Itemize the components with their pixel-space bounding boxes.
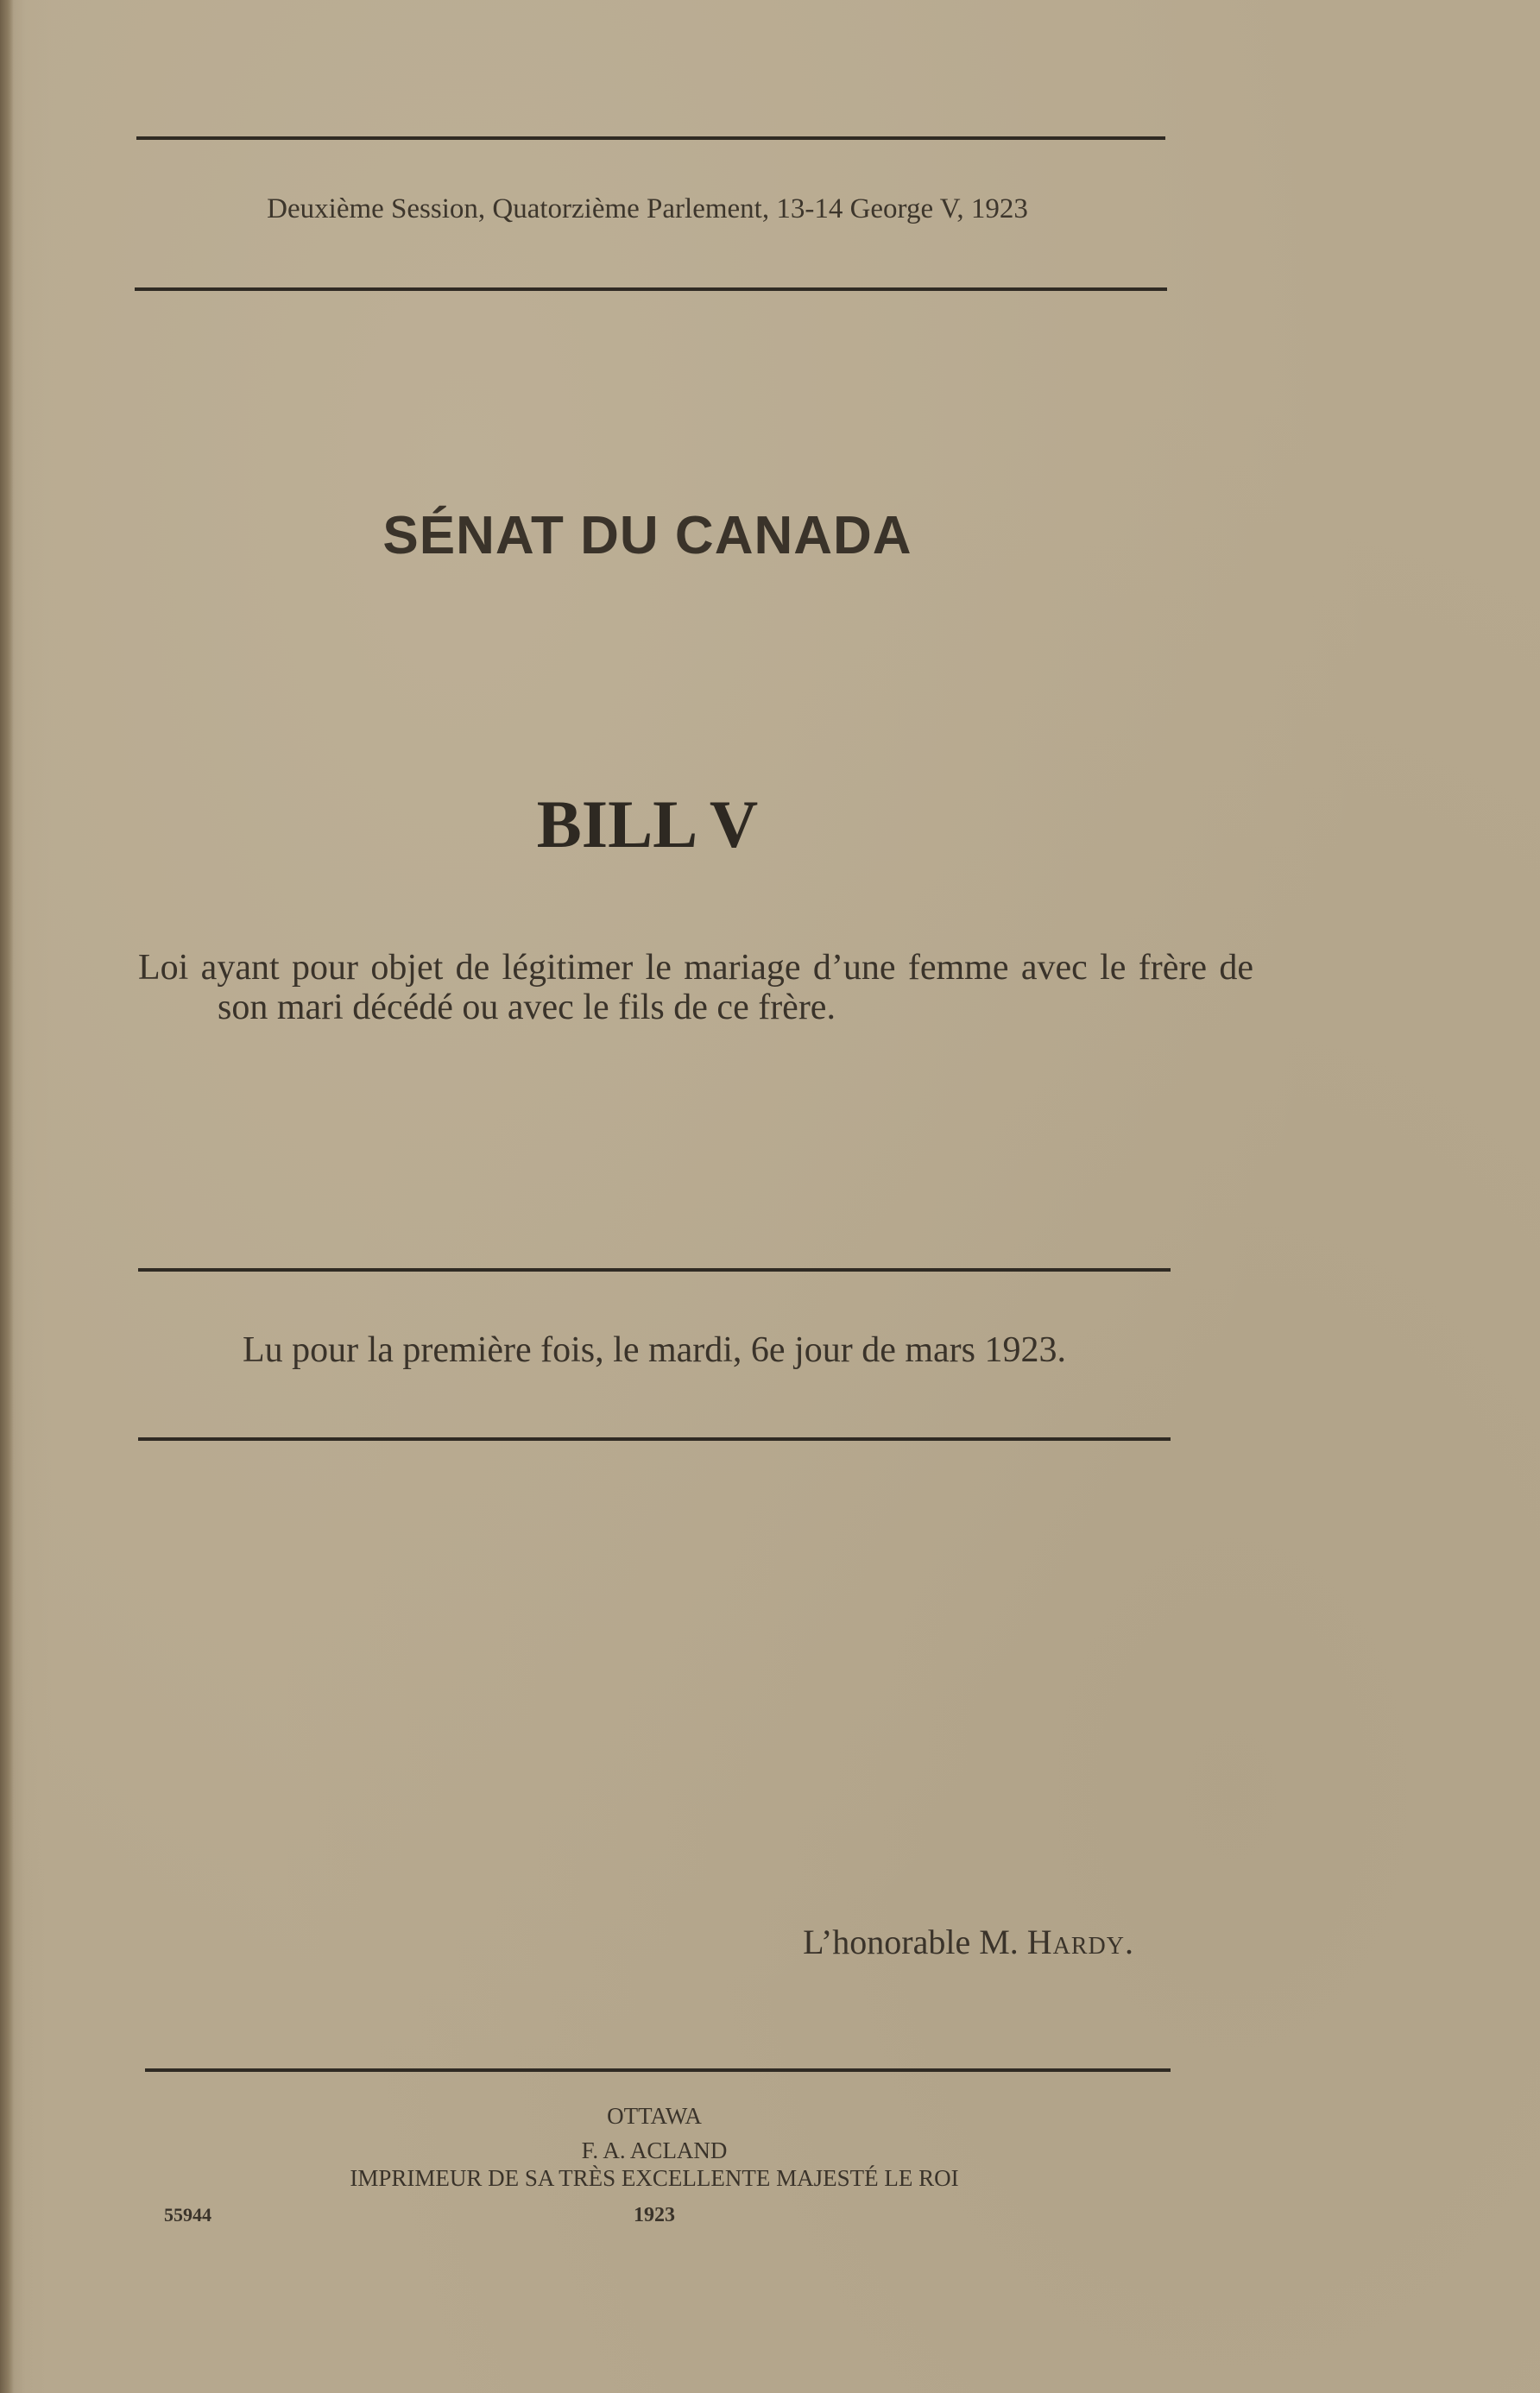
- senate-title: SÉNAT DU CANADA: [382, 506, 912, 565]
- first-reading-line: Lu pour la première fois, le mardi, 6e jour de mars 1923.: [242, 1330, 1067, 1370]
- bill-description: Loi ayant pour objet de légitimer le mariage d’une femme avec le frère de son mari décédé ou avec le fils de ce frère.: [138, 948, 1253, 1027]
- job-number: 55944: [164, 2204, 211, 2226]
- imprint-top-rule: [145, 2068, 1171, 2072]
- bill-title: BILL V: [536, 786, 759, 862]
- header-bottom-rule: [135, 287, 1167, 291]
- top-rule: [136, 136, 1165, 140]
- sponsor-name: Hardy.: [1026, 1923, 1134, 1961]
- page-spine-shadow: [0, 0, 14, 2393]
- session-line: Deuxième Session, Quatorzième Parlement, 13-14 George V, 1923: [267, 193, 1028, 224]
- sponsor-line: [138, 1922, 1134, 1962]
- first-reading-bottom-rule: [138, 1437, 1171, 1441]
- first-reading-top-rule: [138, 1268, 1171, 1272]
- imprint-year: 1923: [634, 2204, 675, 2226]
- imprint-city: OTTAWA: [607, 2103, 702, 2129]
- imprint-printer: F. A. ACLAND: [581, 2137, 728, 2163]
- imprint-printer-title: IMPRIMEUR DE SA TRÈS EXCELLENTE MAJESTÉ LE ROI: [350, 2165, 959, 2191]
- sponsor-prefix: L’honorable M.: [803, 1923, 1019, 1961]
